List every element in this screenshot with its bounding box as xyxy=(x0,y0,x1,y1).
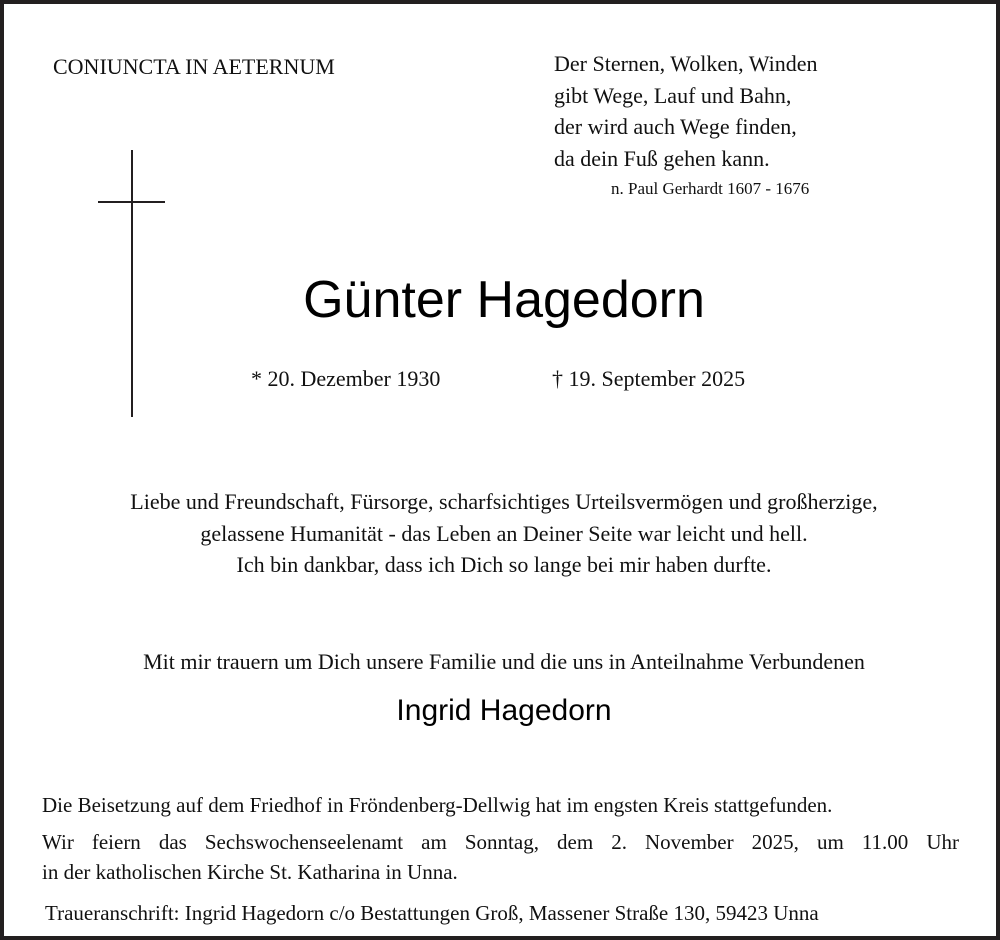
deceased-name: Günter Hagedorn xyxy=(303,271,705,329)
tribute-text xyxy=(4,486,1000,581)
mourning-address: Traueranschrift: Ingrid Hagedorn c/o Bestattungen Groß, Massener Straße 130, 59423 Unna xyxy=(45,901,819,925)
signer-name: Ingrid Hagedorn xyxy=(396,694,612,727)
birth-date: * 20. Dezember 1930 xyxy=(251,366,441,391)
poem-line: gibt Wege, Lauf und Bahn, xyxy=(554,82,792,108)
poem-line: der wird auch Wege finden, xyxy=(554,114,797,139)
poem-line: da dein Fuß gehen kann. xyxy=(554,145,770,171)
tribute-line: gelassene Humanität - das Leben an Deiner Seite war leicht und hell. xyxy=(200,520,808,546)
poem xyxy=(554,48,818,174)
poem-attribution: n. Paul Gerhardt 1607 - 1676 xyxy=(611,179,810,198)
burial-notice: Die Beisetzung auf dem Friedhof in Fröndenberg-Dellwig hat im engsten Kreis stattgefunden. xyxy=(42,793,833,817)
service-line: Wir feiern das Sechswochenseelenamt am Sonntag, dem 2. November 2025, um 11.00 Uhr xyxy=(42,830,959,854)
tribute-line: Liebe und Freundschaft, Fürsorge, scharfsichtiges Urteilsvermögen und großherzige, xyxy=(130,489,878,514)
death-date: † 19. September 2025 xyxy=(552,366,746,391)
service-line: in der katholischen Kirche St. Katharina in Unna. xyxy=(42,860,458,884)
poem-line: Der Sternen, Wolken, Winden xyxy=(554,51,818,76)
mourners-line: Mit mir trauern um Dich unsere Familie und die uns in Anteilnahme Verbundenen xyxy=(143,649,865,674)
tribute-line: Ich bin dankbar, dass ich Dich so lange bei mir haben durfte. xyxy=(236,552,772,577)
motto: CONIUNCTA IN AETERNUM xyxy=(53,54,335,79)
service-notice xyxy=(42,827,959,887)
cross-horizontal-bar xyxy=(98,201,165,203)
